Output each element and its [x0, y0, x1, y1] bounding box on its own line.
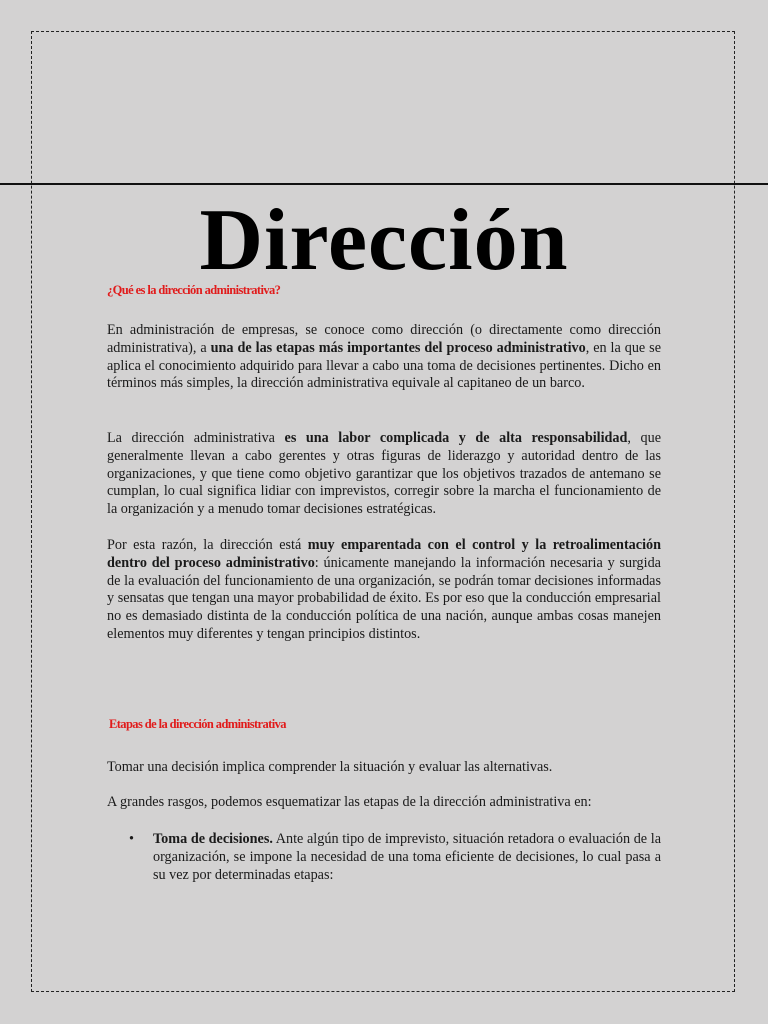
bullet-icon: • — [129, 831, 134, 847]
paragraph-responsibility — [107, 430, 661, 519]
paragraph-bold: es una labor complicada y de alta responsabilidad — [284, 430, 628, 446]
list-item — [107, 831, 661, 884]
paragraph-definition — [107, 322, 661, 393]
section-heading-etapas: Etapas de la dirección administrativa — [109, 717, 286, 731]
paragraph-bold: muy emparentada con el control y la retroalimentación dentro del proceso administrativo — [107, 537, 661, 571]
paragraph-text: , que generalmente llevan a cabo gerentes y otras figuras de liderazgo y autoridad dentro de las organizaciones, y que tiene como objetivo garantizar que los objetivos trazados de antemano se cumplan, lo cual significa lidiar con imprevistos, corregir sobre la marcha el funcionamiento de la organización y a menudo tomar decisiones estratégicas. — [107, 430, 661, 518]
list-item-title: Toma de decisiones. — [153, 831, 273, 847]
paragraph-text: : únicamente manejando la información necesaria y surgida de la evaluación del funcionamiento de una organización, se podrán tomar decisiones informadas y sensatas que tengan una mayor probabilidad de éxito. Es por eso que la conducción empresarial no es demasiado distinta de la conducción política de una nación, aunque ambas cosas manejen elementos muy diferentes y tengan principios distintos. — [107, 554, 661, 642]
section-heading-que-es: ¿Qué es la dirección administrativa? — [107, 283, 281, 297]
paragraph-decision: Tomar una decisión implica comprender la situación y evaluar las alternativas. — [107, 759, 553, 775]
paragraph-text: La dirección administrativa — [107, 430, 285, 446]
paragraph-bold: una de las etapas más importantes del proceso administrativo — [210, 339, 586, 356]
list-item-text: Ante algún tipo de imprevisto, situación retadora o evaluación de la organización, se impone la necesidad de una toma eficiente de decisiones, lo cual pasa a su vez por determinadas etapas: — [153, 831, 661, 883]
paragraph-stages-intro: A grandes rasgos, podemos esquematizar las etapas de la dirección administrativa en: — [107, 794, 592, 810]
stages-list — [107, 831, 661, 884]
paragraph-text: , en la que se aplica el conocimiento adquirido para llevar a cabo una toma de decisiones pertinentes. Dicho en términos más simples, la dirección administrativa equivale al capitaneo de un barco. — [107, 339, 662, 392]
title-rule — [0, 183, 768, 185]
paragraph-control — [107, 537, 661, 644]
page-title: Dirección — [199, 191, 569, 289]
paragraph-text: En administración de empresas, se conoce como dirección (o directamente como dirección administrativa), a — [107, 322, 661, 356]
paragraph-text: Por esta razón, la dirección está — [107, 537, 308, 553]
